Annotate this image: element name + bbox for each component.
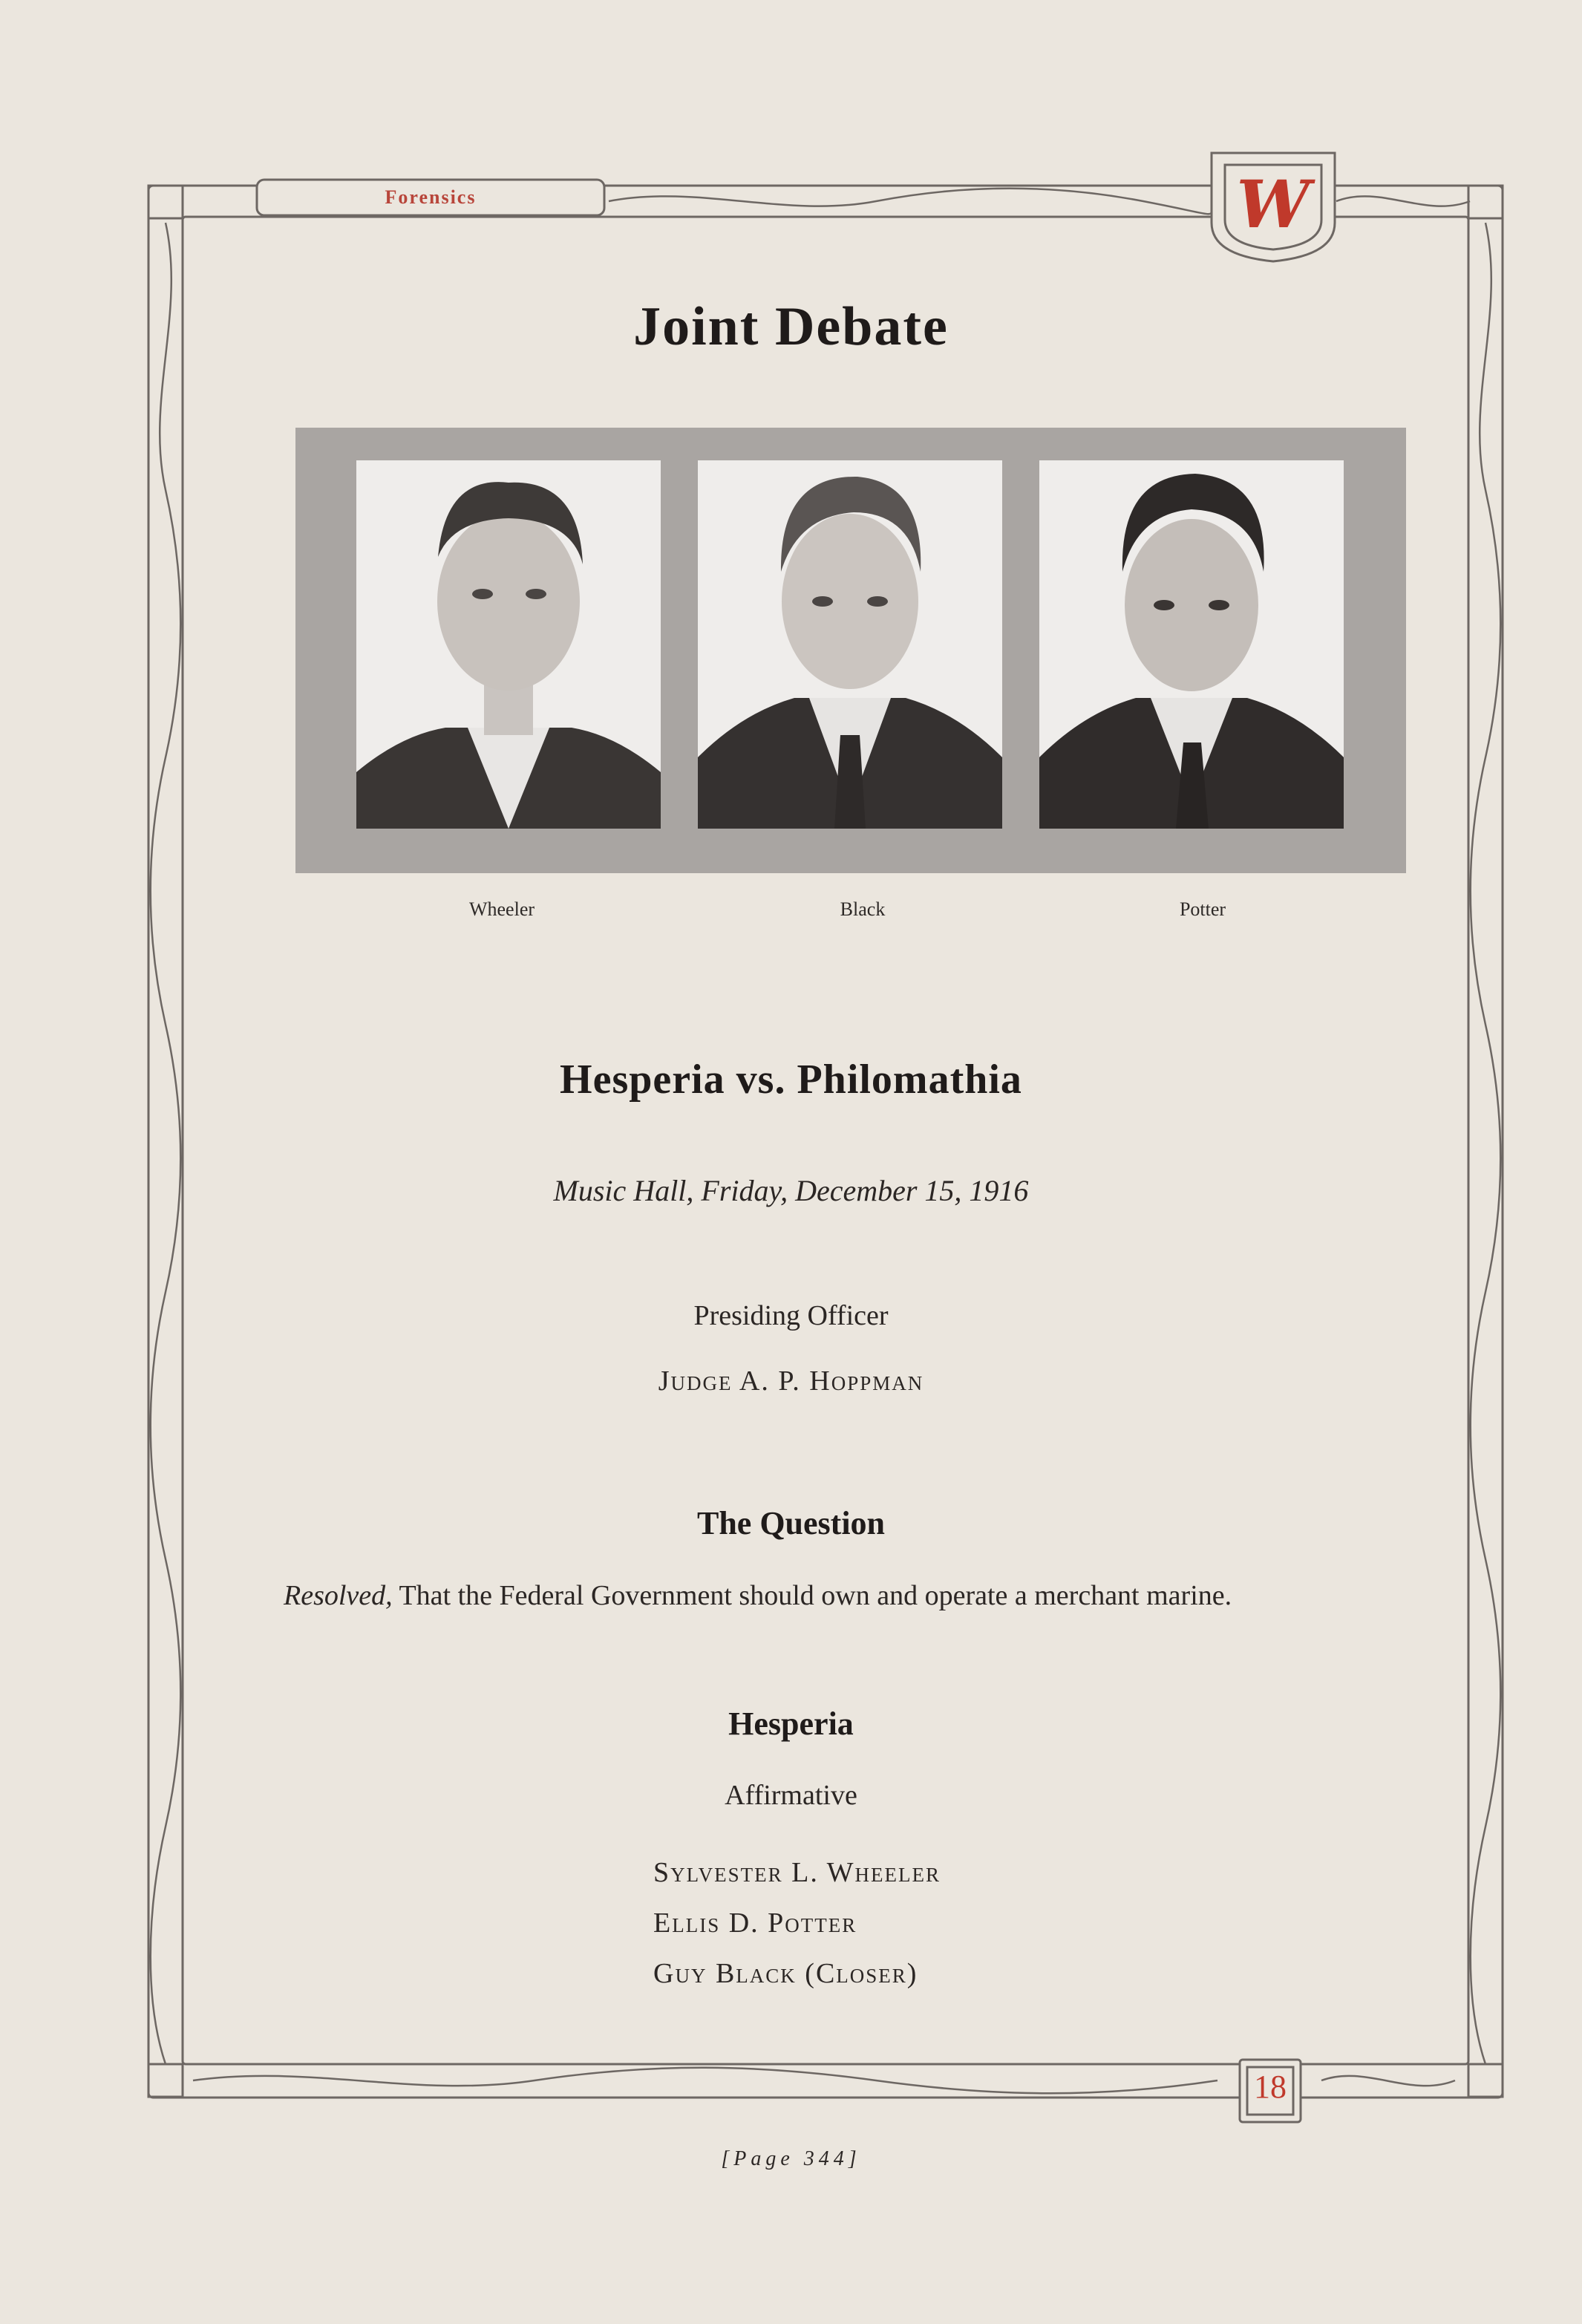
page-number: [Page 344]: [721, 2147, 861, 2170]
page-title: Joint Debate: [633, 296, 949, 357]
portrait-photo-potter: [1039, 460, 1344, 829]
portrait-photo-black: [698, 460, 1002, 829]
team-heading: Hesperia: [728, 1706, 854, 1742]
speaker-item: Sylvester L. Wheeler: [653, 1857, 941, 1888]
portrait-photo-wheeler: [356, 460, 661, 829]
section-label: Forensics: [385, 186, 477, 208]
speaker-item: Guy Black (Closer): [653, 1958, 918, 1989]
monogram-emblem: W: [1236, 166, 1310, 243]
photo-caption: Wheeler: [468, 898, 535, 920]
venue-date: Music Hall, Friday, December 15, 1916: [553, 1174, 1029, 1207]
matchup-heading: Hesperia vs. Philomathia: [560, 1057, 1022, 1103]
resolution-lead: Resolved,: [284, 1580, 393, 1611]
year-badge: 18: [1254, 2068, 1287, 2105]
photo-caption: Potter: [1179, 898, 1226, 920]
speaker-list: [653, 1847, 1173, 1999]
resolution-text: [284, 1580, 1406, 1611]
team-position: Affirmative: [725, 1780, 857, 1811]
resolution-body: That the Federal Government should own and operate a merchant marine.: [392, 1580, 1232, 1611]
photo-caption: Black: [840, 898, 886, 920]
presiding-officer-label: Presiding Officer: [693, 1300, 889, 1331]
presiding-officer-name: Judge A. P. Hoppman: [658, 1365, 924, 1397]
photo-strip: [295, 428, 1406, 873]
speaker-item: Ellis D. Potter: [653, 1907, 857, 1939]
question-heading: The Question: [696, 1505, 886, 1541]
